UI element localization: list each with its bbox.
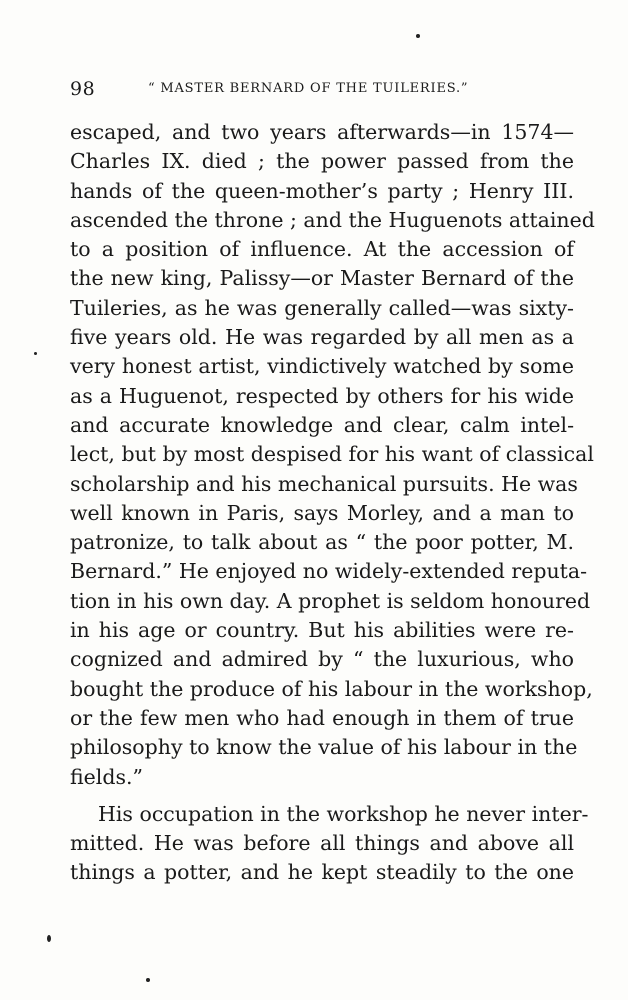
body-text — [70, 118, 595, 888]
text-line: ascended the throne ; and the Huguenots attained — [70, 207, 595, 232]
text-line: philosophy to know the value of his labour in the — [70, 735, 578, 760]
text-line: His occupation in the workshop he never inter- — [98, 801, 589, 826]
paragraph-gap — [70, 792, 574, 800]
text-line: lect, but by most despised for his want of classical — [70, 442, 594, 467]
text-line: patronize, to talk about as “ the poor potter, M. — [70, 530, 574, 555]
text-line: tion in his own day. A prophet is seldom honoured — [70, 588, 591, 613]
text-line: Tuileries, as he was generally called—was sixty- — [70, 295, 574, 320]
text-line: as a Huguenot, respected by others for his wide — [70, 383, 574, 408]
text-line: bought the produce of his labour in the workshop, — [70, 676, 593, 701]
text-line: escaped, and two years afterwards—in 1574— — [70, 120, 574, 144]
text-line: Bernard.” He enjoyed no widely-extended reputa- — [70, 559, 588, 584]
text-line: or the few men who had enough in them of true — [70, 705, 574, 730]
scan-speck — [146, 978, 150, 982]
text-line: in his age or country. But his abilities were re- — [70, 618, 574, 643]
text-line: scholarship and his mechanical pursuits. He was — [70, 471, 578, 496]
text-line: hands of the queen-mother’s party ; Henry III. — [70, 178, 574, 203]
text-line: Charles IX. died ; the power passed from the — [70, 149, 574, 174]
text-line: and accurate knowledge and clear, calm intel- — [70, 412, 574, 437]
running-head — [70, 78, 590, 102]
text-line: five years old. He was regarded by all men as a — [70, 325, 574, 350]
text-line: very honest artist, vindictively watched by some — [70, 354, 574, 379]
text-line: cognized and admired by “ the luxurious, who — [70, 647, 574, 672]
text-line: well known in Paris, says Morley, and a man to — [70, 500, 574, 525]
running-title: “ MASTER BERNARD OF THE TUILERIES.” — [148, 81, 469, 96]
scan-speck — [416, 34, 420, 38]
text-line: the new king, Palissy—or Master Bernard of the — [70, 266, 574, 291]
scan-speck — [34, 352, 37, 355]
text-line: fields.” — [70, 764, 144, 789]
text-line: mitted. He was before all things and above all — [70, 831, 574, 856]
scan-speck — [47, 935, 51, 942]
text-line: things a potter, and he kept steadily to the one — [70, 860, 574, 885]
page-number: 98 — [70, 78, 96, 100]
text-line: to a position of influence. At the accession of — [70, 237, 574, 262]
